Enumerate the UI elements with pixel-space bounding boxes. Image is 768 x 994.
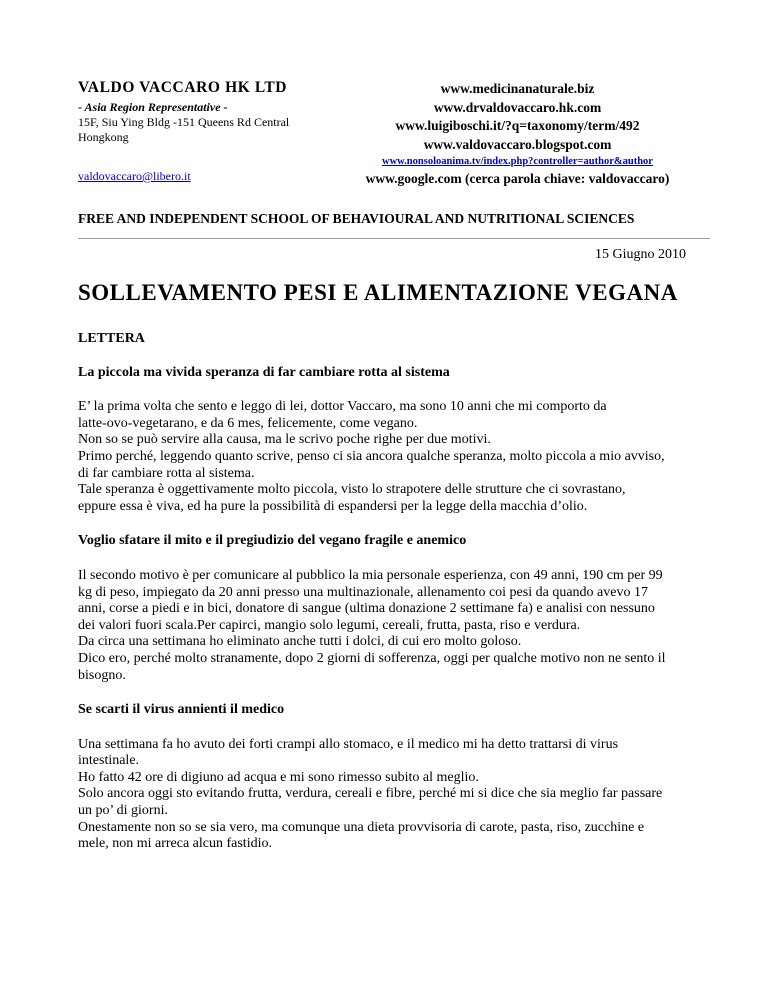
- section-heading: Se scarti il virus annienti il medico: [78, 702, 285, 718]
- company-role: - Asia Region Representative -: [78, 100, 228, 114]
- website-link[interactable]: www.medicinanaturale.biz: [440, 81, 595, 96]
- document-date: 15 Giugno 2010: [595, 247, 686, 262]
- body-line: E’ la prima volta che sento e leggo di lei, dottor Vaccaro, ma sono 10 anni che mi comporto da: [78, 399, 607, 415]
- school-name: FREE AND INDEPENDENT SCHOOL OF BEHAVIOURAL AND NUTRITIONAL SCIENCES: [78, 211, 635, 226]
- body-line: Primo perché, leggendo quanto scrive, penso ci sia ancora qualche speranza, molto piccola a mio avviso,: [78, 448, 665, 464]
- body-line: Onestamente non so se sia vero, ma comunque una dieta provvisoria di carote, pasta, riso, zucchine e: [78, 819, 645, 835]
- body-line: Non so se può servire alla causa, ma le scrivo poche righe per due motivi.: [78, 432, 491, 448]
- company-name: VALDO VACCARO HK LTD: [78, 79, 288, 96]
- body-line: latte-ovo-vegetarano, e da 6 mes, felicemente, come vegano.: [78, 415, 418, 431]
- body-line: dei valori fuori scala.Per capirci, mangio solo legumi, cereali, frutta, pasta, riso e verdura.: [78, 617, 581, 633]
- body-line: kg di peso, impiegato da 20 anni presso una multinazionale, allenamento coi pesi da quando avevo 17: [78, 584, 648, 600]
- body-line: anni, corse a piedi e in bici, donatore di sangue (ultima donazione 2 settimane fa) e analisi con nessuno: [78, 601, 655, 617]
- section-heading: Voglio sfatare il mito e il pregiudizio del vegano fragile e anemico: [78, 533, 467, 549]
- letterhead-websites: [330, 80, 705, 189]
- letter-body: [78, 331, 718, 853]
- body-line: di far cambiare rotta al sistema.: [78, 465, 255, 481]
- body-line: un po’ di giorni.: [78, 803, 168, 819]
- website-link[interactable]: www.luigiboschi.it/?q=taxonomy/term/492: [395, 118, 640, 133]
- website-link[interactable]: www.drvaldovaccaro.hk.com: [433, 99, 602, 115]
- body-line: Da circa una settimana ho eliminato anche tutti i dolci, di cui ero molto goloso.: [78, 634, 522, 650]
- address-line-2: Hongkong: [78, 130, 129, 144]
- website-link[interactable]: www.nonsoloanima.tv/index.php?controller=author&author: [382, 156, 653, 167]
- section-heading: La piccola ma vivida speranza di far cambiare rotta al sistema: [78, 364, 450, 380]
- body-line: Solo ancora oggi sto evitando frutta, verdura, cereali e fibre, perché mi si dice che sia meglio far passare: [78, 786, 663, 802]
- letterhead-left: [78, 79, 358, 145]
- body-line: intestinale.: [78, 753, 140, 769]
- body-line: eppure essa è viva, ed ha pure la possibilità di espandersi per la legge della macchia d’olio.: [78, 498, 588, 514]
- website-link[interactable]: www.google.com (cerca parola chiave: valdovaccaro): [365, 171, 670, 186]
- body-line: mele, non mi arreca alcun fastidio.: [78, 836, 272, 852]
- section-label: LETTERA: [78, 331, 145, 346]
- document-title: SOLLEVAMENTO PESI E ALIMENTAZIONE VEGANA: [78, 280, 678, 305]
- body-line: Una settimana fa ho avuto dei forti crampi allo stomaco, e il medico mi ha detto trattarsi di virus: [78, 736, 619, 752]
- body-line: Tale speranza è oggettivamente molto piccola, visto lo strapotere delle strutture che ci sovrastano,: [78, 482, 626, 498]
- body-line: Ho fatto 42 ore di digiuno ad acqua e mi sono rimesso subito al meglio.: [78, 769, 479, 785]
- body-line: Dico ero, perché molto stranamente, dopo 2 giorni di sofferenza, oggi per qualche motivo non ne sento il: [78, 650, 666, 666]
- website-link[interactable]: www.valdovaccaro.blogspot.com: [423, 136, 612, 152]
- body-line: Il secondo motivo è per comunicare al pubblico la mia personale esperienza, con 49 anni, 190 cm per 99: [78, 567, 663, 583]
- email-link[interactable]: valdovaccaro@libero.it: [78, 169, 191, 183]
- address-line-1: 15F, Siu Ying Bldg -151 Queens Rd Central: [78, 115, 290, 129]
- body-line: bisogno.: [78, 667, 126, 683]
- divider: [78, 238, 710, 239]
